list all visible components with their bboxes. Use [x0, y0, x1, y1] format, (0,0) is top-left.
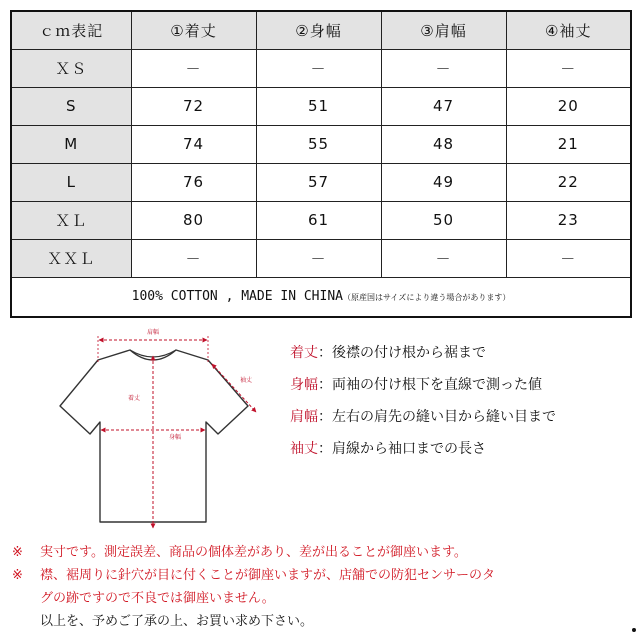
table-cell: 61 — [256, 201, 381, 239]
legend-text: ：左右の肩先の縫い目から縫い目まで — [318, 409, 556, 425]
size-label: ＸＸＬ — [11, 239, 131, 277]
table-cell: 50 — [381, 201, 506, 239]
table-row — [11, 163, 631, 201]
diagram-label-shoulder: 肩幅 — [146, 329, 160, 336]
table-cell: 20 — [506, 87, 631, 125]
table-cell: － — [506, 49, 631, 87]
footer-closing: 以上を、予めご了承の上、お買い求め下さい。 — [40, 614, 314, 629]
table-cell: 47 — [381, 87, 506, 125]
table-row — [11, 87, 631, 125]
header-body-width: ②身幅 — [256, 11, 381, 49]
legend-item — [290, 438, 556, 470]
legend-item — [290, 406, 556, 438]
size-label: S — [11, 87, 131, 125]
size-table — [10, 10, 632, 318]
table-cell: 51 — [256, 87, 381, 125]
header-size-unit: ｃｍ表記 — [11, 11, 131, 49]
table-row — [11, 201, 631, 239]
legend-key: 肩幅 — [290, 409, 318, 425]
legend-key: 身幅 — [290, 377, 318, 393]
table-cell: 57 — [256, 163, 381, 201]
legend-text: ：後襟の付け根から裾まで — [318, 345, 486, 361]
table-cell: 74 — [131, 125, 256, 163]
legend-text: ：両袖の付け根下を直線で測った値 — [318, 377, 542, 393]
tshirt-outline — [60, 350, 248, 522]
table-cell: 21 — [506, 125, 631, 163]
legend-text: ：肩線から袖口までの長さ — [318, 441, 486, 457]
table-cell: － — [381, 239, 506, 277]
table-cell: 76 — [131, 163, 256, 201]
table-cell: － — [256, 239, 381, 277]
header-length: ①着丈 — [131, 11, 256, 49]
size-label: M — [11, 125, 131, 163]
legend-key: 着丈 — [290, 345, 318, 361]
material-note — [11, 277, 631, 317]
table-row — [11, 239, 631, 277]
table-cell: 80 — [131, 201, 256, 239]
header-row — [11, 11, 631, 49]
diagram-label-length: 着丈 — [127, 395, 141, 402]
footer-note — [12, 564, 632, 587]
note-text: 実寸です。測定誤差、商品の個体差があり、差が出ることが御座います。 — [40, 545, 467, 560]
table-cell: － — [131, 239, 256, 277]
legend-item — [290, 374, 556, 406]
tshirt-diagram — [50, 322, 280, 534]
measurement-legend — [290, 342, 556, 470]
footer-note-continued: グの跡ですので不良では御座いません。 — [40, 591, 275, 606]
note-mark: ※ — [12, 545, 23, 560]
legend-item — [290, 342, 556, 374]
material-note-main: 100% COTTON , MADE IN CHINA — [131, 289, 343, 305]
material-note-row — [11, 277, 631, 317]
table-row — [11, 125, 631, 163]
table-cell: 22 — [506, 163, 631, 201]
table-cell: 72 — [131, 87, 256, 125]
table-cell: 49 — [381, 163, 506, 201]
header-sleeve: ④袖丈 — [506, 11, 631, 49]
header-shoulder: ③肩幅 — [381, 11, 506, 49]
material-note-origin: （原産国はサイズにより違う場合があります） — [342, 293, 511, 303]
table-cell: － — [131, 49, 256, 87]
note-mark: ※ — [12, 568, 23, 583]
table-row — [11, 49, 631, 87]
diagram-label-sleeve: 袖丈 — [239, 377, 253, 384]
note-text: 襟、裾周りに針穴が目に付くことが御座いますが、店舗での防犯センサーのタ — [40, 568, 496, 583]
size-label: ＸＬ — [11, 201, 131, 239]
corner-dot — [632, 628, 636, 632]
table-cell: 55 — [256, 125, 381, 163]
table-cell: － — [506, 239, 631, 277]
table-cell: － — [256, 49, 381, 87]
table-cell: 48 — [381, 125, 506, 163]
diagram-label-body: 身幅 — [168, 434, 182, 441]
legend-key: 袖丈 — [290, 441, 318, 457]
footer-notes — [12, 541, 632, 633]
footer-note — [12, 541, 632, 564]
table-cell: － — [381, 49, 506, 87]
table-cell: 23 — [506, 201, 631, 239]
size-label: L — [11, 163, 131, 201]
size-label: ＸＳ — [11, 49, 131, 87]
